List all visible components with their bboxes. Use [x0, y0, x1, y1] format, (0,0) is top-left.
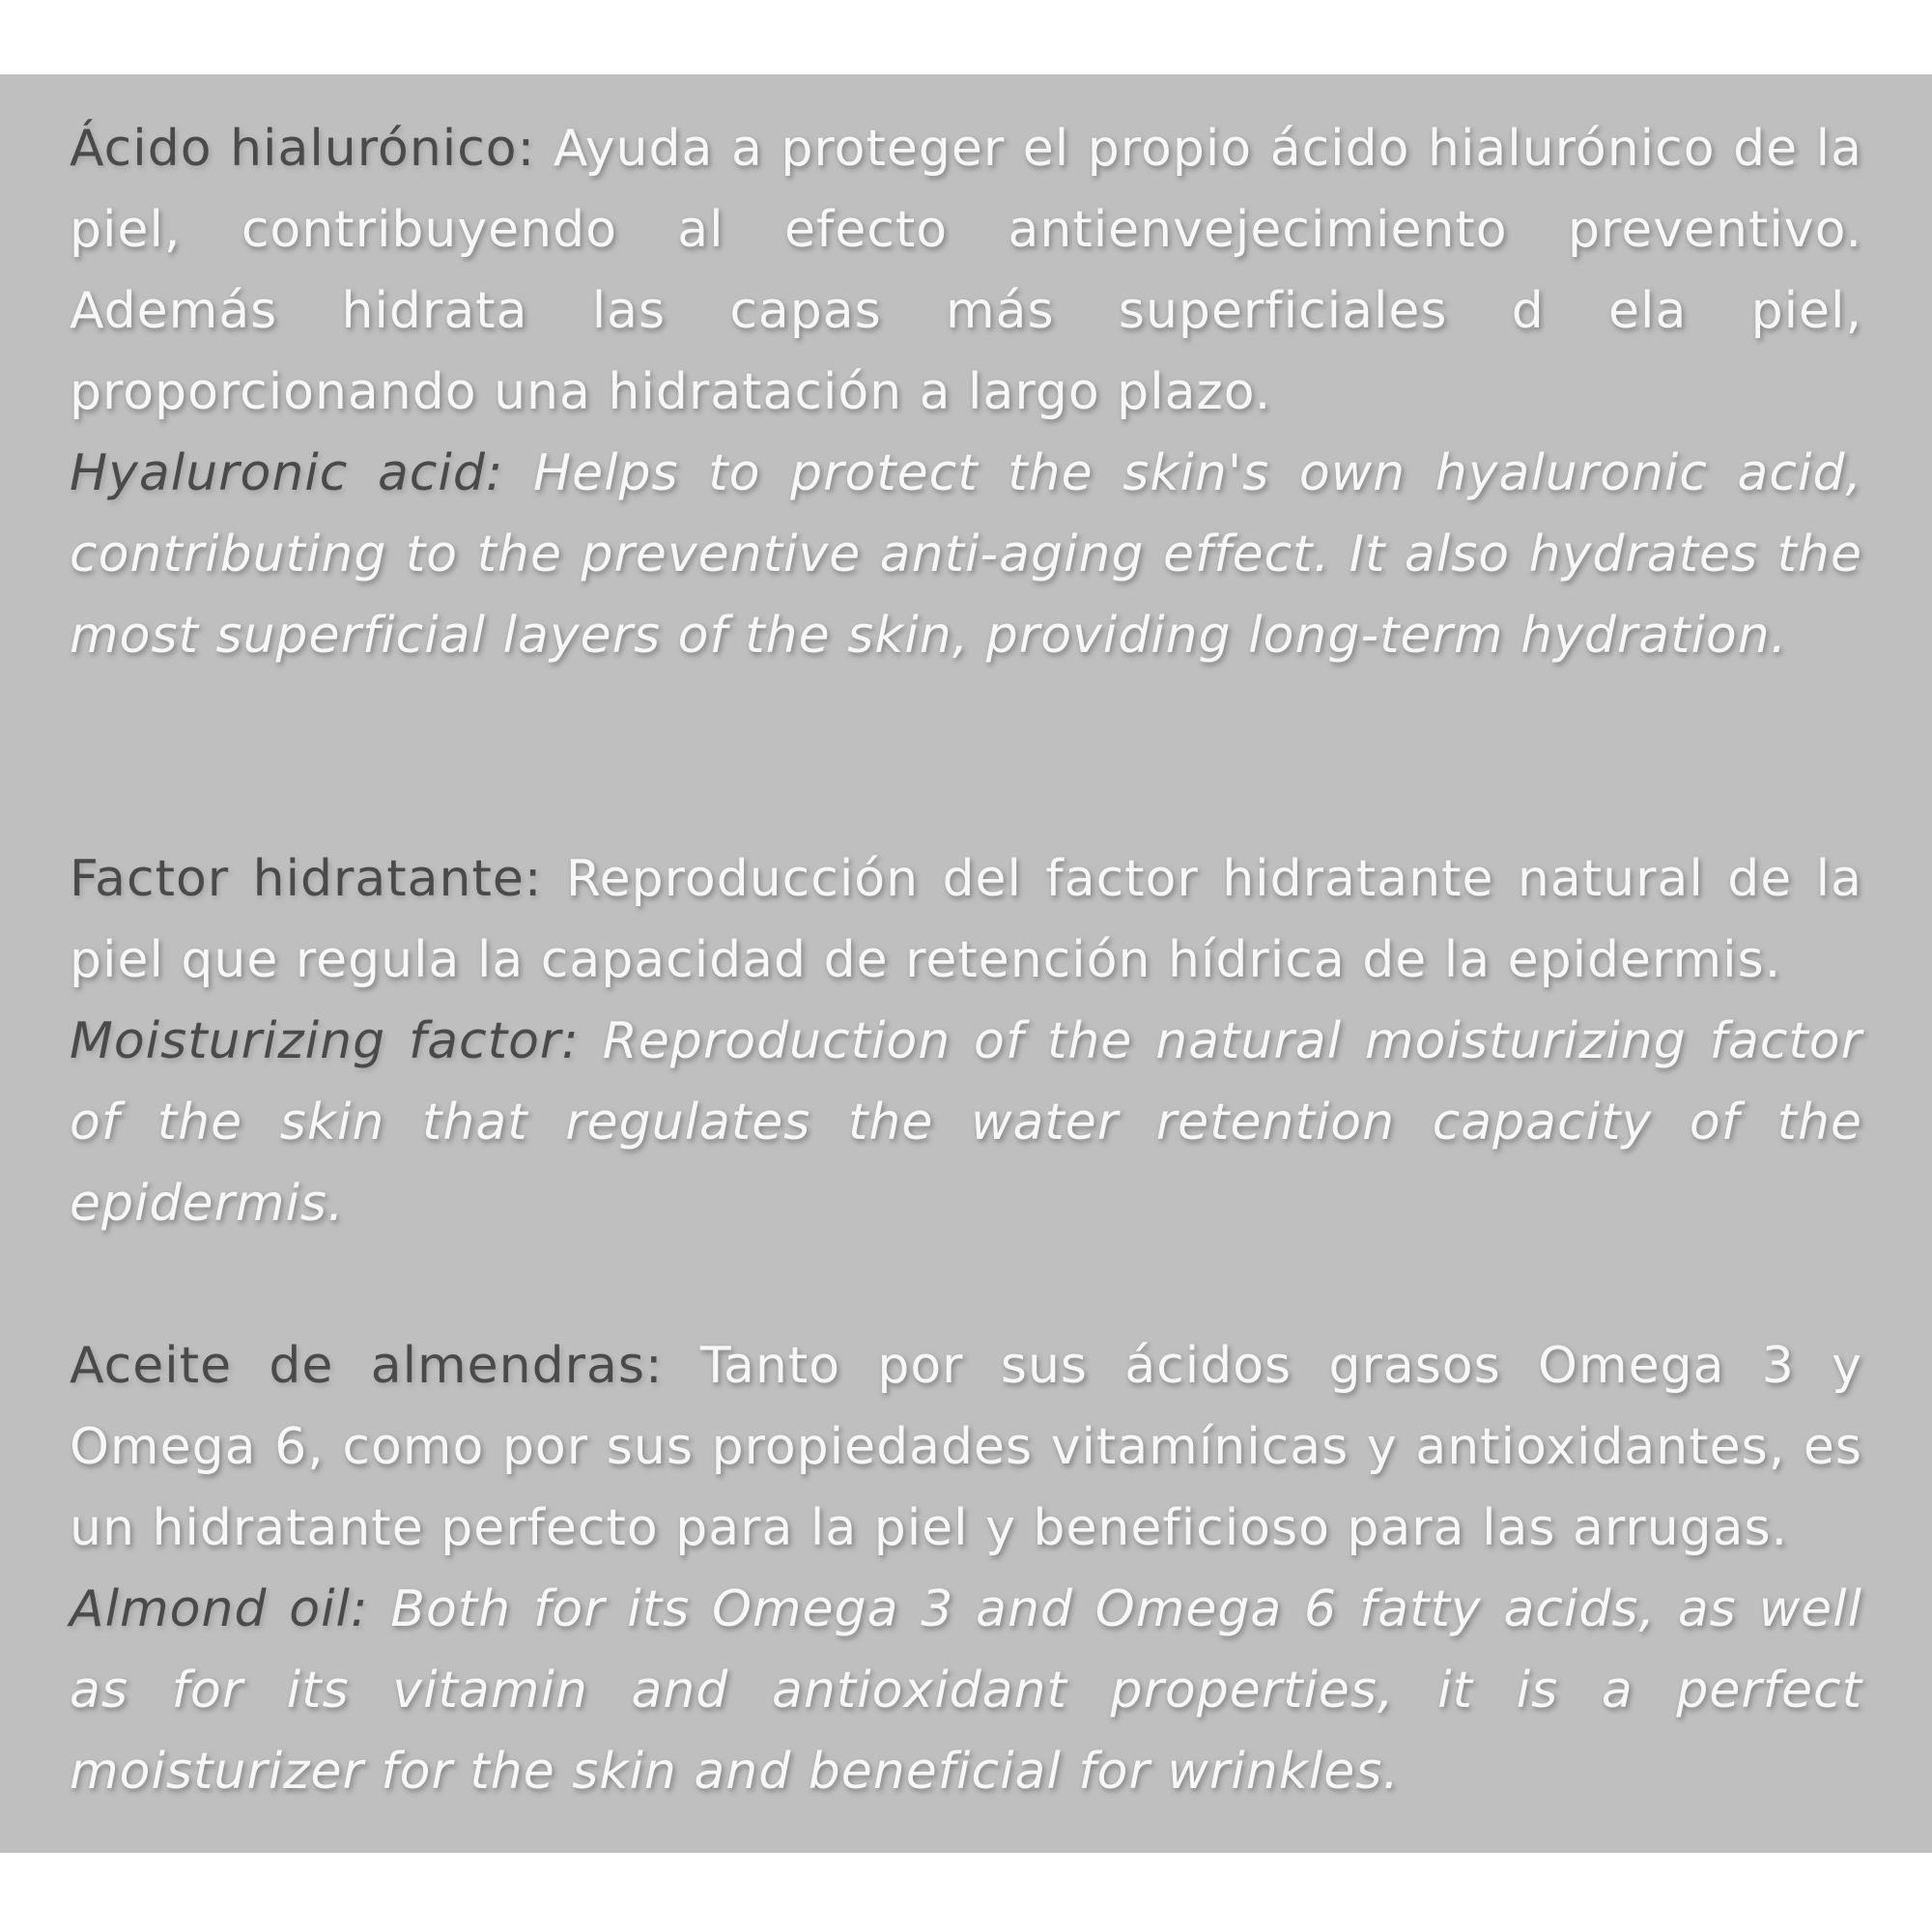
almond-oil-en-paragraph: [70, 1569, 1862, 1812]
hyaluronic-acid-es-paragraph: [70, 108, 1862, 433]
almond-oil-es-term: Aceite de almendras:: [70, 1337, 664, 1395]
almond-oil-es-text: Tanto por sus ácidos grasos Omega 3 y Omega 6, como por sus propiedades vitamínicas y antioxidantes, es un hidratante perfecto para la piel y beneficioso para las arrugas.: [70, 1337, 1862, 1557]
moisturizing-factor-es-paragraph: [70, 838, 1862, 1001]
hyaluronic-acid-en-term: Hyaluronic acid:: [70, 444, 504, 502]
almond-oil-en-text: Both for its Omega 3 and Omega 6 fatty acids, as well as for its vitamin and antioxidant properties, it is a perfect moisturizer for the skin and beneficial for wrinkles.: [70, 1580, 1862, 1801]
moisturizing-factor-en-text: Reproduction of the natural moisturizing factor of the skin that regulates the water retention capacity of the epidermis.: [70, 1012, 1862, 1233]
hyaluronic-acid-en-text: Helps to protect the skin's own hyaluronic acid, contributing to the preventive anti-aging effect. It also hydrates the most superficial layers of the skin, providing long-term hydration.: [70, 444, 1862, 665]
hyaluronic-acid-es-text: Ayuda a proteger el propio ácido hialurónico de la piel, contribuyendo al efecto antienvejecimiento preventivo. Además hidrata las capas más superficiales d ela piel, proporcionando una hidratación a largo plazo.: [70, 120, 1862, 421]
moisturizing-factor-en-term: Moisturizing factor:: [70, 1012, 580, 1070]
hyaluronic-acid-es-term: Ácido hialurónico:: [70, 120, 536, 178]
section-spacer: [70, 676, 1862, 838]
hyaluronic-acid-en-paragraph: [70, 433, 1862, 676]
moisturizing-factor-en-paragraph: [70, 1001, 1862, 1244]
moisturizing-factor-es-text: Reproducción del factor hidratante natural de la piel que regula la capacidad de retención hídrica de la epidermis.: [70, 850, 1862, 989]
section-spacer: [70, 1244, 1862, 1325]
moisturizing-factor-es-term: Factor hidratante:: [70, 850, 543, 908]
almond-oil-en-term: Almond oil:: [70, 1580, 369, 1638]
ingredients-content: [70, 108, 1862, 1812]
almond-oil-es-paragraph: [70, 1325, 1862, 1569]
